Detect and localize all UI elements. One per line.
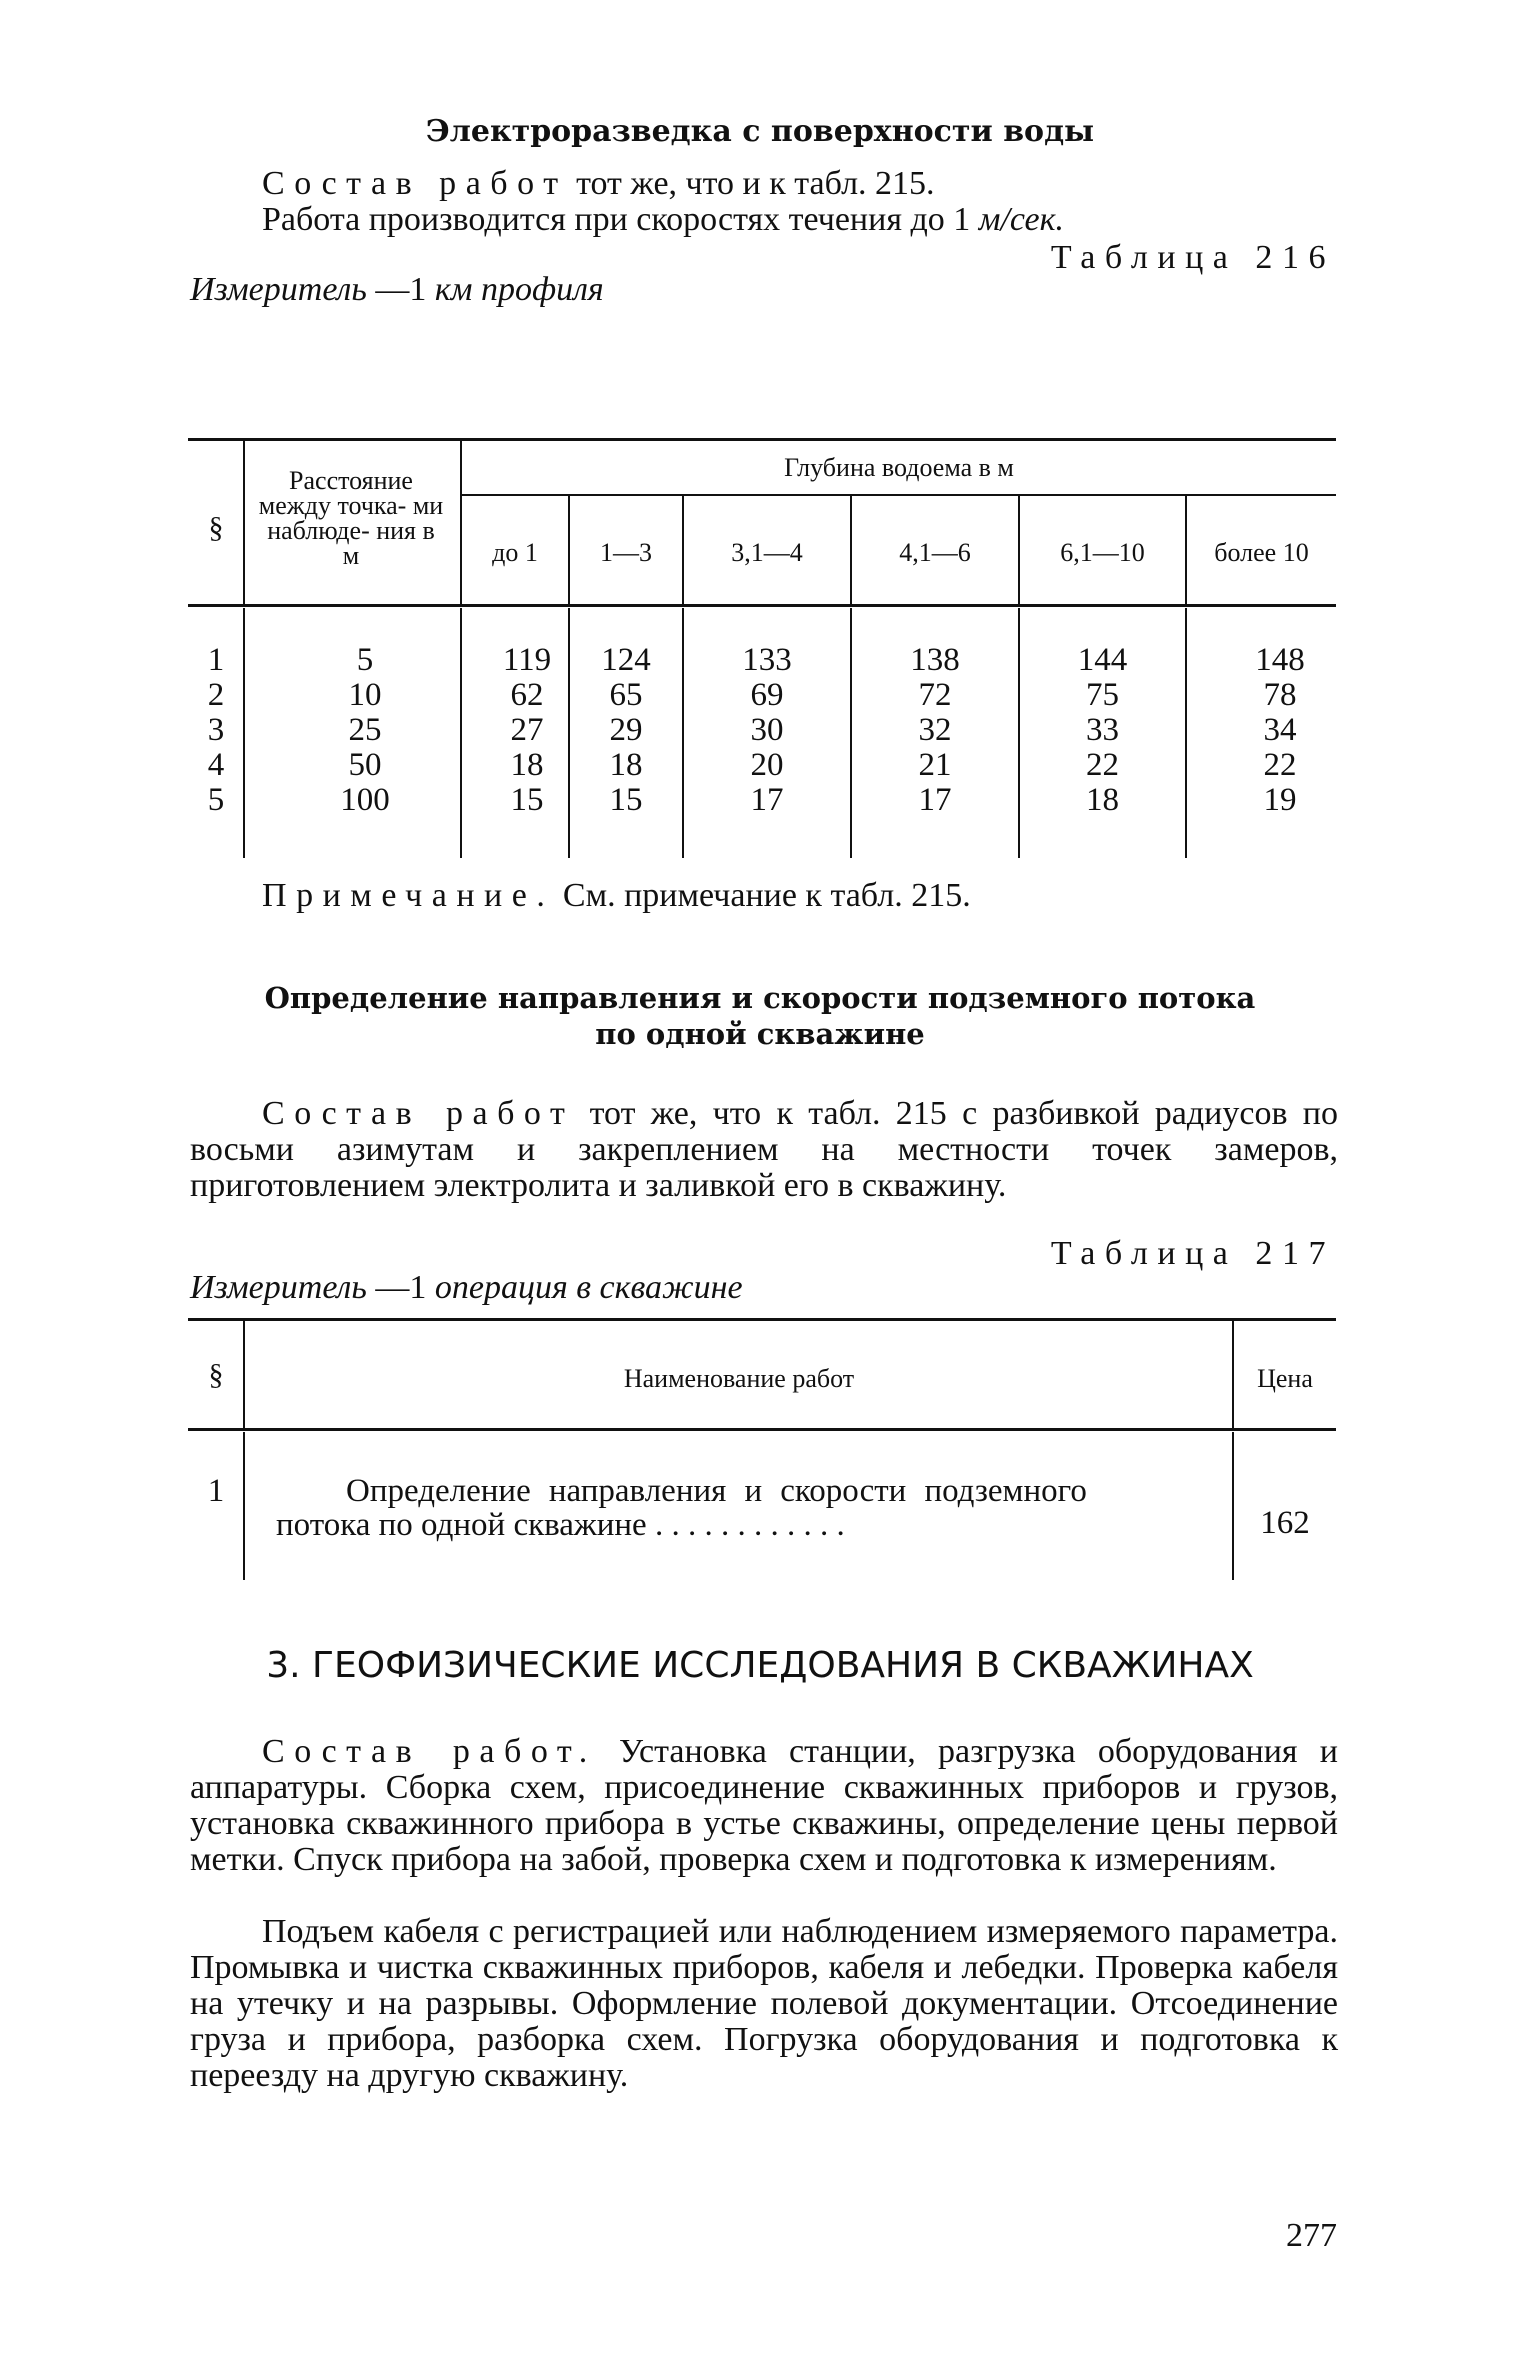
row-n-217: 1	[207, 1473, 225, 1509]
table-cell: 10	[348, 677, 382, 713]
page-number: 277	[1286, 2217, 1337, 2254]
composition-text-2: тот же, что к табл. 215 с разбивкой радиусов по восьми азимутам и закреплением на местности точек замеров, приготовлением электролита и заливкой его в скважину.	[190, 1095, 1338, 1204]
table-cell: 144	[1077, 642, 1128, 678]
table-cell: 19	[1263, 782, 1297, 818]
section-heading-flow-1: Определение направления и скорости подземного потока	[264, 981, 1256, 1015]
table-cell: 148	[1255, 642, 1305, 678]
table-cell: 18	[1086, 782, 1119, 818]
table-cell: 78	[1263, 677, 1297, 713]
table-cell: 138	[910, 642, 960, 678]
paragraph-4: Подъем кабеля с регистрацией или наблюдением измеряемого параметра. Промывка и чистка скважинных приборов, кабеля и лебедки. Проверка кабеля на утечку и на разрывы. Оформление полевой документации. Отсоединение груза и прибора, разборка схем. Погрузка оборудования и подготовка к переезду на другую скважину.	[190, 1913, 1338, 2094]
table-cell: 119	[502, 642, 552, 678]
row-name-217-line1: Определение направления и скорости подземного	[346, 1473, 1087, 1509]
note-216	[262, 878, 971, 914]
table-col-v3	[852, 643, 1018, 818]
table-cell: 22	[1263, 747, 1297, 783]
table-cell: 15	[510, 782, 544, 818]
table-cell: 17	[750, 782, 784, 818]
table-cell: 22	[1086, 747, 1119, 783]
composition-label-2: Состав работ	[262, 1095, 575, 1132]
col-header-depth: Глубина водоема в м	[784, 453, 1014, 482]
table-cell: 32	[918, 712, 952, 748]
table-cell: 21	[918, 747, 952, 783]
col-header-price: Цена	[1257, 1364, 1313, 1393]
table-cell: 5	[207, 782, 225, 818]
table-cell: 124	[601, 642, 651, 678]
table-cell: 65	[609, 677, 643, 713]
composition-label: Состав работ	[262, 165, 568, 202]
table-cell: 3	[207, 712, 225, 748]
table-cell: 100	[340, 782, 390, 818]
table-cell: 1	[207, 642, 225, 678]
composition-line	[262, 166, 935, 202]
table-cell: 33	[1086, 712, 1119, 748]
col-header-depth-1: 1—3	[600, 538, 652, 567]
col-header-depth-2: 3,1—4	[731, 538, 803, 567]
table-cell: 5	[356, 642, 374, 678]
meter-unit: км профиля	[434, 271, 604, 308]
table-cell: 75	[1086, 677, 1119, 713]
table-cell: 15	[609, 782, 643, 818]
table-col-v4	[1020, 643, 1185, 818]
col-header-para-217: §	[208, 1358, 224, 1391]
table-cell: 69	[750, 677, 784, 713]
table-col-n	[190, 643, 242, 818]
table-cell: 2	[207, 677, 225, 713]
col-header-name: Наименование работ	[623, 1364, 855, 1393]
section-heading-water: Электроразведка с поверхности воды	[425, 114, 1095, 149]
composition-text: тот же, что и к табл. 215.	[567, 165, 935, 202]
table-cell: 27	[510, 712, 544, 748]
table-cell: 72	[918, 677, 952, 713]
table-cell: 50	[348, 747, 382, 783]
table-col-dist	[300, 643, 430, 818]
col-header-depth-5: более 10	[1214, 538, 1309, 567]
table-col-v5	[1230, 643, 1330, 818]
table-cell: 18	[609, 747, 643, 783]
note-text: См. примечание к табл. 215.	[554, 877, 971, 914]
table-cell: 62	[510, 677, 544, 713]
table-cell: 34	[1263, 712, 1297, 748]
table-cell: 17	[918, 782, 952, 818]
section-heading-flow-2: по одной скважине	[595, 1017, 925, 1051]
note-label: Примечание.	[262, 877, 555, 914]
row-price-217: 162	[1260, 1505, 1310, 1541]
speed-line	[262, 202, 1064, 238]
composition-paragraph-3	[190, 1734, 1338, 1878]
col-header-para: §	[208, 511, 224, 544]
section-heading-geophysics: 3. ГЕОФИЗИЧЕСКИЕ ИССЛЕДОВАНИЯ В СКВАЖИНАХ	[266, 1645, 1254, 1686]
table-col-v1	[570, 643, 682, 818]
composition-label-3: Состав работ.	[262, 1733, 597, 1770]
col-header-distance: Расстояние между точка- ми наблюде- ния в м	[258, 466, 444, 570]
meter-label: Измеритель	[190, 271, 367, 308]
meter-label-2: Измеритель	[190, 1269, 367, 1306]
table-col-v0	[494, 643, 560, 818]
table-cell: 18	[510, 747, 544, 783]
meter-value-2: —1	[366, 1269, 435, 1306]
table-col-v2	[684, 643, 850, 818]
meter-unit-2: операция в скважине	[434, 1269, 743, 1306]
col-header-depth-4: 6,1—10	[1060, 538, 1145, 567]
col-header-depth-3: 4,1—6	[899, 538, 971, 567]
row-name-217-line2: потока по одной скважине . . . . . . . . . . . .	[276, 1507, 845, 1543]
composition-paragraph-2	[190, 1096, 1338, 1204]
table-cell: 30	[750, 712, 784, 748]
col-header-depth-0: до 1	[492, 538, 538, 567]
table-216-label: Таблица 216	[1050, 239, 1335, 276]
table-cell: 133	[742, 642, 792, 678]
table-cell: 20	[750, 747, 784, 783]
table-cell: 29	[609, 712, 643, 748]
table-217-label: Таблица 217	[1050, 1235, 1335, 1272]
meter-217	[190, 1270, 743, 1306]
table-cell: 25	[348, 712, 382, 748]
table-cell: 4	[207, 747, 225, 783]
speed-text: Работа производится при скоростях течения до 1	[262, 201, 979, 238]
composition-text-3: Установка станции, разгрузка оборудования и аппаратуры. Сборка схем, присоединение скважинных приборов и грузов, установка скважинного прибора в устье скважины, определение цены первой метки. Спуск прибора на забой, проверка схем и подготовка к измерениям.	[190, 1733, 1338, 1878]
speed-unit: м/сек.	[978, 201, 1065, 238]
meter-216	[190, 272, 604, 308]
meter-value: —1	[366, 271, 435, 308]
